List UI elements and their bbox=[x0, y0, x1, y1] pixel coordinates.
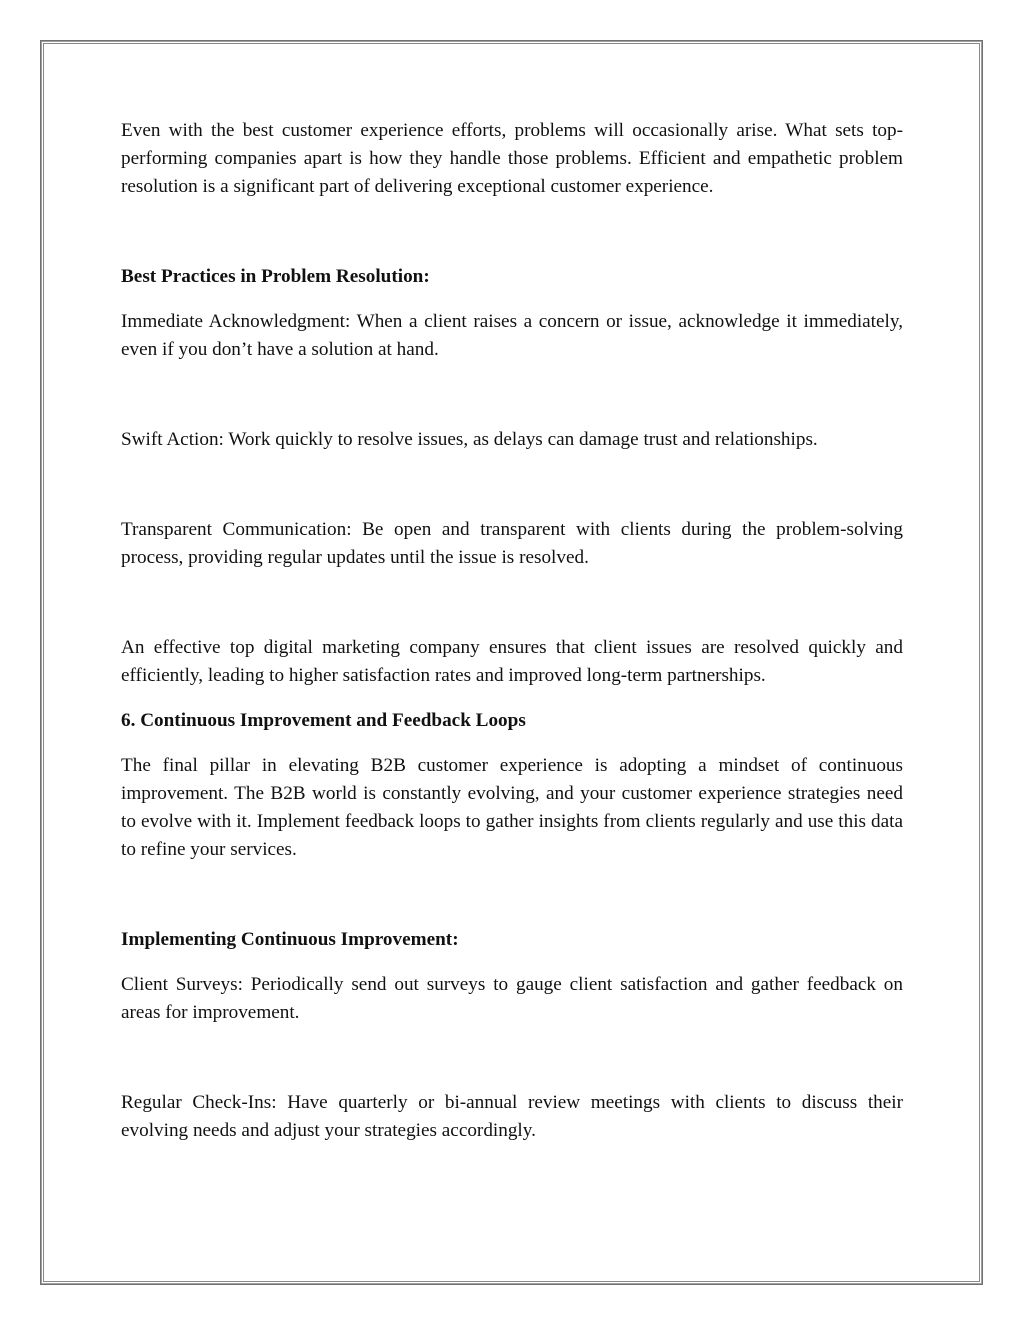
transparent-communication-paragraph: Transparent Communication: Be open and transparent with clients during the problem-solving process, providing regular updates until the issue is resolved. bbox=[121, 519, 903, 568]
section-6-heading: 6. Continuous Improvement and Feedback Loops bbox=[121, 710, 526, 731]
best-practices-heading: Best Practices in Problem Resolution: bbox=[121, 266, 430, 287]
implementing-improvement-heading: Implementing Continuous Improvement: bbox=[121, 929, 459, 950]
intro-paragraph: Even with the best customer experience efforts, problems will occasionally arise. What sets top-performing companies apart is how they handle those problems. Efficient and empathetic problem resolution is a significant part of delivering exceptional customer experience. bbox=[121, 120, 903, 197]
client-surveys-paragraph: Client Surveys: Periodically send out surveys to gauge client satisfaction and gather feedback on areas for improvement. bbox=[121, 974, 903, 1023]
effective-company-paragraph: An effective top digital marketing company ensures that client issues are resolved quickly and efficiently, leading to higher satisfaction rates and improved long-term partnerships. bbox=[121, 637, 903, 686]
immediate-acknowledgment-paragraph: Immediate Acknowledgment: When a client raises a concern or issue, acknowledge it immediately, even if you don’t have a solution at hand. bbox=[121, 311, 903, 360]
swift-action-paragraph: Swift Action: Work quickly to resolve issues, as delays can damage trust and relationships. bbox=[121, 429, 818, 450]
regular-checkins-paragraph: Regular Check-Ins: Have quarterly or bi-annual review meetings with clients to discuss their evolving needs and adjust your strategies accordingly. bbox=[121, 1092, 903, 1141]
final-pillar-paragraph: The final pillar in elevating B2B customer experience is adopting a mindset of continuous improvement. The B2B world is constantly evolving, and your customer experience strategies need to evolve with it. Implement feedback loops to gather insights from clients regularly and use this data to refine your services. bbox=[121, 755, 903, 860]
document-body bbox=[121, 117, 903, 1145]
